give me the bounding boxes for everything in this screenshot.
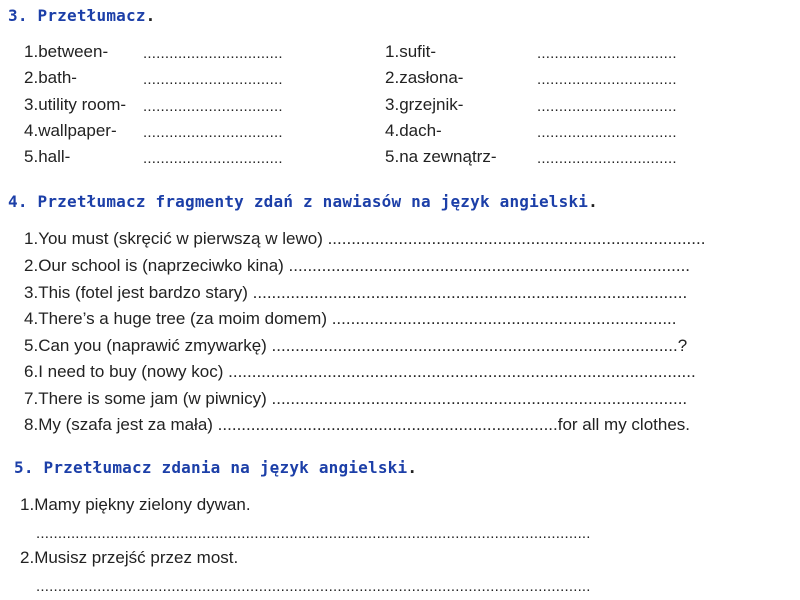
sentence-item-2: 2.Our school is (naprzeciwko kina) ..................................................................................... (24, 256, 691, 275)
sentence-item-6: 6.I need to buy (nowy koc) ................................................................................................... (24, 362, 696, 381)
sentence-item-3: 3.This (fotel jest bardzo stary) ............................................................................................ (24, 283, 688, 302)
sentence-item-5: 5.Can you (naprawić zmywarkę) ......................................................................................? (24, 336, 688, 355)
answer-line[interactable]: ............................................................................................................................... (36, 525, 591, 542)
vocab-item-right-1: 1.sufit- (385, 42, 437, 61)
sentence-item-8: 8.My (szafa jest za mała) ........................................................................for all my clothes. (24, 415, 691, 434)
sentence-item-7: 7.There is some jam (w piwnicy) ........................................................................................ (24, 389, 688, 408)
vocab-item-left-3: 3.utility room- (24, 95, 127, 114)
vocab-item-right-2: 2.zasłona- (385, 68, 464, 87)
section-4-heading: 4. Przetłumacz fragmenty zdań z nawiasów na język angielski. (8, 192, 598, 211)
sentence-item-1: 1.You must (skręcić w pierwszą w lewo) ................................................................................ (24, 229, 706, 248)
answer-blank[interactable]: ................................ (537, 71, 677, 88)
translate-item-1: 1.Mamy piękny zielony dywan. (20, 495, 251, 514)
vocab-item-left-5: 5.hall- (24, 147, 71, 166)
answer-blank[interactable]: ................................ (143, 71, 283, 88)
vocab-item-left-4: 4.wallpaper- (24, 121, 117, 140)
answer-blank[interactable]: ................................ (537, 98, 677, 115)
section-5-heading: 5. Przetłumacz zdania na język angielski. (14, 458, 418, 477)
vocab-item-right-4: 4.dach- (385, 121, 442, 140)
answer-blank[interactable]: ................................ (143, 45, 283, 62)
vocab-item-left-2: 2.bath- (24, 68, 77, 87)
vocab-item-left-1: 1.between- (24, 42, 109, 61)
vocab-item-right-5: 5.na zewnątrz- (385, 147, 497, 166)
translate-item-2: 2.Musisz przejść przez most. (20, 548, 239, 567)
answer-blank[interactable]: ................................ (143, 98, 283, 115)
answer-blank[interactable]: ................................ (143, 124, 283, 141)
answer-blank[interactable]: ................................ (143, 150, 283, 167)
vocab-item-right-3: 3.grzejnik- (385, 95, 464, 114)
answer-blank[interactable]: ................................ (537, 124, 677, 141)
answer-blank[interactable]: ................................ (537, 150, 677, 167)
answer-line[interactable]: ............................................................................................................................... (36, 578, 591, 595)
section-3-heading: 3. Przetłumacz. (8, 6, 156, 25)
sentence-item-4: 4.There’s a huge tree (za moim domem) ......................................................................... (24, 309, 677, 328)
answer-blank[interactable]: ................................ (537, 45, 677, 62)
